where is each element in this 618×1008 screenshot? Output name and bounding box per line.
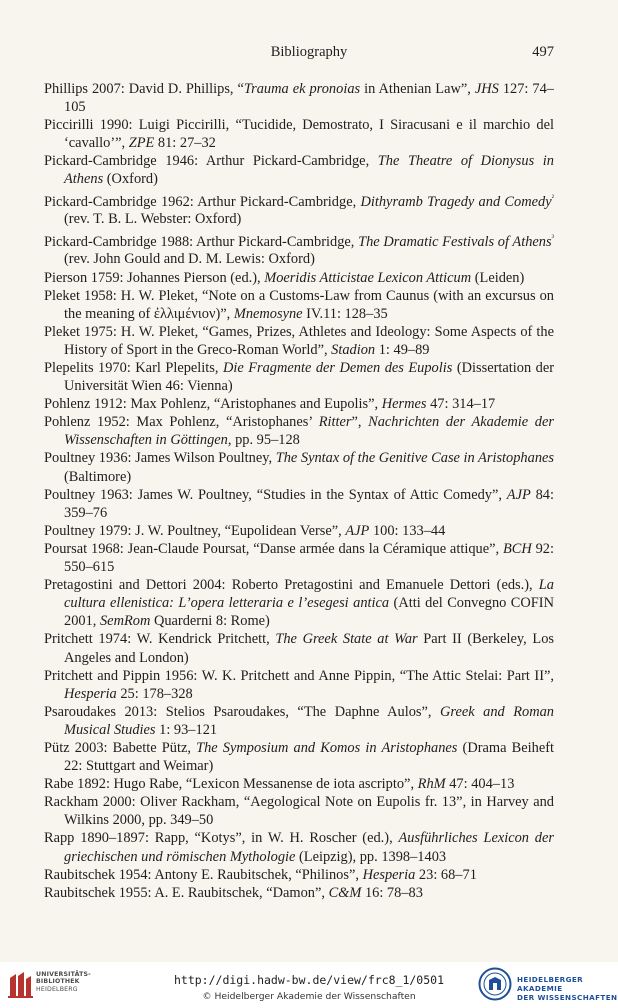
entry-text: (rev. John Gould and D. M. Lewis: Oxford) [64, 251, 315, 268]
entry-text: Pleket 1975: H. W. Pleket, “Games, Prizes, Athletes and Ideology: Some Aspects of the History of Sport in the Greco-Roman World”, [44, 323, 554, 358]
entry-title-italic: Greek and Roman Musical Studies [64, 703, 554, 738]
running-head [0, 44, 618, 64]
bibliography-entry [44, 287, 554, 323]
entry-text: (Drama Beiheft 22: Stuttgart and Weimar) [64, 739, 554, 775]
entry-title-italic: Die Fragmente der Demen des Eupolis [222, 360, 453, 376]
bibliography-entry [44, 630, 554, 666]
entry-text: Pohlenz 1912: Max Pohlenz, “Aristophanes and Eupolis”, [44, 396, 382, 413]
entry-text: Pickard-Cambridge 1988: Arthur Pickard-Cambridge, [44, 233, 359, 250]
entry-title-italic: Hesperia [362, 866, 416, 883]
entry-title-italic: Hesperia [64, 685, 117, 702]
bibliography-entry [44, 323, 554, 359]
entry-text: 47: 314–17 [426, 396, 496, 413]
entry-text: Rapp 1890–1897: Rapp, “Kotys”, in W. H. Roscher (ed.), [44, 830, 399, 847]
entry-title-italic: Trauma ek pronoias [243, 81, 361, 97]
bibliography-entry [44, 667, 554, 703]
entry-text: Rackham 2000: Oliver Rackham, “Aegological Note on Eupolis fr. 13”, in Harvey and Wilkins 2000, pp. 349–50 [44, 794, 554, 829]
entry-text: Piccirilli 1990: Luigi Piccirilli, “Tucidide, Demostrato, I Siracusani e il marchio del ‘cavallo’”, [44, 117, 554, 152]
entry-text: 127: 74–105 [64, 81, 554, 116]
footer-bar [0, 962, 618, 1008]
bibliography-entry [44, 80, 554, 116]
entry-title-italic: The Syntax of the Genitive Case in Aristophanes [275, 450, 555, 467]
entry-text: Poultney 1936: James Wilson Poultney, [44, 450, 276, 467]
entry-title-italic: Hermes [381, 396, 427, 413]
entry-text: Pohlenz 1952: Max Pohlenz, “Aristophanes’ [44, 414, 319, 431]
entry-title-italic: The Greek State at War [275, 631, 418, 648]
entry-title-italic: Dithyramb Tragedy and Comedy [360, 193, 552, 210]
entry-text: 100: 133–44 [369, 522, 446, 539]
entry-title-italic: ZPE [128, 135, 155, 152]
bibliography-entry [44, 866, 554, 884]
entry-title-italic: The Dramatic Festivals of Athens [358, 233, 552, 250]
entry-title-italic: Ausführliches Lexicon der griechischen und römischen Mythologie [64, 830, 554, 865]
entry-title-italic: Nachrichten der Akademie der Wissenschaften in Göttingen [64, 414, 554, 449]
entry-title-italic: The Symposium and Komos in Aristophanes [196, 739, 458, 756]
entry-text: Phillips 2007: David D. Phillips, “ [44, 81, 244, 97]
entry-text: 25: 178–328 [116, 685, 193, 702]
entry-text: 81: 27–32 [154, 135, 216, 152]
entry-text: Plepelits 1970: Karl Plepelits, [44, 360, 223, 376]
entry-text: Pleket 1958: H. W. Pleket, “Note on a Customs-Law from Caunus (with an excursus on the meaning of ἐλλιμένιον)”, [44, 287, 554, 322]
entry-text: Poultney 1979: J. W. Poultney, “Eupolidean Verse”, [44, 522, 346, 539]
bibliography-entry [44, 449, 554, 485]
entry-title-italic: Ritter [318, 414, 352, 431]
entry-title-italic: JHS [474, 81, 499, 97]
academy-name: HEIDELBERGER AKADEMIE DER WISSENSCHAFTEN [517, 975, 618, 1002]
entry-text: , pp. 95–128 [227, 432, 300, 449]
bibliography-entry [44, 739, 554, 775]
entry-text: 1: 93–121 [155, 721, 218, 738]
entry-text: in Athenian Law”, [360, 81, 475, 97]
entry-text: 47: 404–13 [445, 776, 515, 793]
bibliography-entry [44, 522, 554, 540]
entry-title-italic: Stadion [331, 341, 376, 358]
bibliography-entry [44, 703, 554, 739]
university-library-name: UNIVERSITÄTS- BIBLIOTHEK HEIDELBERG [36, 971, 91, 993]
entry-title-italic: BCH [502, 540, 532, 557]
bibliography-entry [44, 576, 554, 630]
bibliography-entry [44, 152, 554, 188]
entry-text: 23: 68–71 [415, 866, 477, 883]
bibliography-entry [44, 189, 554, 229]
entry-text: IV.11: 128–35 [302, 305, 388, 322]
entry-text: 84: 359–76 [64, 486, 554, 521]
entry-title-italic: SemRom [99, 613, 151, 630]
entry-text: Pickard-Cambridge 1946: Arthur Pickard-Cambridge, [44, 153, 378, 170]
entry-title-italic: The Theatre of Dionysus in Athens [64, 153, 554, 188]
academy-seal-icon [478, 967, 512, 1001]
bibliography-entry [44, 884, 554, 902]
entry-title-italic: La cultura ellenistica: L’opera letteraria e l’esegesi antica [64, 577, 554, 612]
entry-text: (Dissertation der Universität Wien 46: Vienna) [64, 360, 554, 395]
entry-title-italic: Mnemosyne [233, 305, 303, 322]
entry-title-italic: AJP [506, 486, 531, 503]
entry-text: ² [551, 192, 554, 202]
entry-text: (Baltimore) [64, 468, 132, 485]
entry-text: (rev. T. B. L. Webster: Oxford) [64, 211, 242, 228]
bibliography-entry [44, 269, 554, 287]
entry-text: (Leipzig), pp. 1398–1403 [295, 848, 447, 865]
entry-text: Pierson 1759: Johannes Pierson (ed.), [44, 269, 265, 286]
bibliography-entry [44, 413, 554, 449]
entry-title-italic: RhM [417, 776, 446, 793]
bibliography-entry [44, 775, 554, 793]
entry-text: Raubitschek 1955: A. E. Raubitschek, “Damon”, [44, 884, 329, 901]
bibliography-entry [44, 229, 554, 269]
entry-text: Poultney 1963: James W. Poultney, “Studies in the Syntax of Attic Comedy”, [44, 486, 507, 503]
running-head-title: Bibliography [270, 44, 348, 60]
entry-title-italic: C&M [328, 884, 362, 901]
bibliography-entry [44, 486, 554, 522]
entry-text: Psaroudakes 2013: Stelios Psaroudakes, “The Daphne Aulos”, [44, 703, 441, 720]
bibliography-list [44, 80, 554, 902]
page-number: 497 [532, 44, 554, 60]
bibliography-entry [44, 116, 554, 152]
copyright-notice: © Heidelberger Akademie der Wissenschaften [202, 991, 416, 1002]
entry-text: (Oxford) [103, 171, 158, 188]
permalink-url[interactable]: http://digi.hadw-bw.de/view/frc8_1/0501 [173, 973, 445, 987]
entry-title-italic: AJP [345, 522, 370, 539]
entry-text: 92: 550–615 [64, 540, 554, 576]
entry-text: Pretagostini and Dettori 2004: Roberto Pretagostini and Emanuele Dettori (eds.), [44, 577, 539, 594]
entry-text: (Atti del Convegno COFIN 2001, [64, 595, 554, 630]
entry-text: Part II (Berkeley, Los Angeles and London) [64, 631, 555, 666]
entry-text: 16: 78–83 [361, 884, 423, 901]
bibliography-entry [44, 829, 554, 865]
entry-text: Pickard-Cambridge 1962: Arthur Pickard-Cambridge, [44, 193, 361, 210]
entry-text: Pütz 2003: Babette Pütz, [44, 739, 197, 756]
entry-text: Rabe 1892: Hugo Rabe, “Lexicon Messanense de iota ascripto”, [44, 776, 418, 793]
entry-text: (Leiden) [471, 269, 525, 286]
entry-text: 1: 49–89 [375, 341, 430, 358]
entry-text: ”, [351, 414, 369, 431]
bibliography-entry [44, 540, 554, 576]
entry-text: Poursat 1968: Jean-Claude Poursat, “Danse armée dans la Céramique attique”, [44, 540, 503, 557]
entry-text: Quarderni 8: Rome) [150, 613, 270, 630]
entry-title-italic: Moeridis Atticistae Lexicon Atticum [264, 269, 472, 286]
entry-text: Pritchett 1974: W. Kendrick Pritchett, [44, 631, 276, 648]
bibliography-entry [44, 359, 554, 395]
entry-text: Raubitschek 1954: Antony E. Raubitschek, “Philinos”, [44, 866, 363, 883]
bibliography-entry [44, 395, 554, 413]
entry-text: Pritchett and Pippin 1956: W. K. Pritchett and Anne Pippin, “The Attic Stelai: Part II”, [44, 667, 554, 684]
bibliography-entry [44, 793, 554, 829]
entry-text: ³ [551, 232, 554, 242]
